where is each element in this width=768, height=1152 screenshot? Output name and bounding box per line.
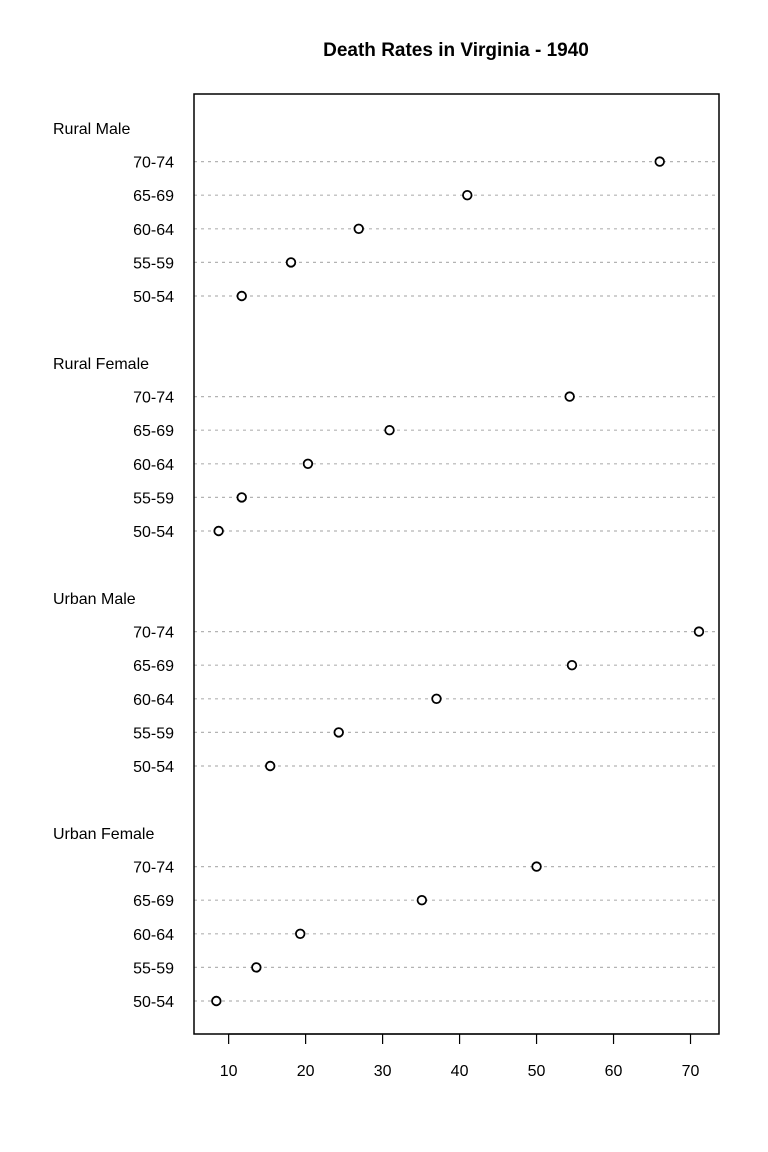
data-point xyxy=(432,695,441,704)
data-point xyxy=(237,292,246,301)
data-point xyxy=(212,997,221,1006)
category-label: 70-74 xyxy=(133,389,174,407)
category-label: 50-54 xyxy=(133,289,174,306)
data-point xyxy=(532,862,541,871)
category-label: 55-59 xyxy=(133,490,174,508)
group-label: Rural Female xyxy=(53,356,150,373)
data-point xyxy=(463,191,472,200)
category-label: 50-54 xyxy=(133,524,174,541)
group-label: Rural Male xyxy=(53,121,131,138)
category-label: 55-59 xyxy=(133,255,174,273)
data-point xyxy=(418,896,427,905)
data-point xyxy=(252,963,261,972)
category-label: 65-69 xyxy=(133,893,174,911)
category-label: 65-69 xyxy=(133,423,174,441)
data-point xyxy=(296,930,305,939)
category-label: 60-64 xyxy=(133,221,174,239)
x-axis xyxy=(220,1034,700,1080)
data-point xyxy=(304,460,313,469)
category-label: 60-64 xyxy=(133,691,174,709)
category-label: 65-69 xyxy=(133,658,174,676)
x-tick-label: 50 xyxy=(527,1063,546,1080)
data-point xyxy=(354,225,363,234)
data-point xyxy=(214,527,223,536)
x-tick-label: 70 xyxy=(681,1063,700,1080)
category-label: 55-59 xyxy=(133,725,174,743)
data-point xyxy=(385,426,394,435)
category-label: 60-64 xyxy=(133,456,174,474)
grid-lines xyxy=(194,162,719,1001)
category-label: 50-54 xyxy=(133,994,174,1011)
data-point xyxy=(266,762,275,771)
category-label: 60-64 xyxy=(133,926,174,944)
group-label: Urban Male xyxy=(53,591,136,608)
category-label: 65-69 xyxy=(133,188,174,206)
data-point xyxy=(287,258,296,267)
data-points xyxy=(212,157,703,1005)
data-point xyxy=(334,728,343,737)
category-label: 70-74 xyxy=(133,624,174,642)
x-tick-label: 20 xyxy=(296,1063,315,1080)
data-point xyxy=(655,157,664,166)
x-tick-label: 10 xyxy=(219,1063,238,1080)
data-point xyxy=(565,392,574,401)
group-label: Urban Female xyxy=(53,826,155,843)
x-tick-label: 60 xyxy=(604,1063,623,1080)
chart-title: Death Rates in Virginia - 1940 xyxy=(323,40,589,61)
data-point xyxy=(695,627,704,636)
category-label: 55-59 xyxy=(133,960,174,978)
row-labels xyxy=(53,121,174,1011)
category-label: 70-74 xyxy=(133,154,174,172)
data-point xyxy=(237,493,246,502)
data-point xyxy=(568,661,577,670)
plot-frame xyxy=(194,94,719,1034)
x-tick-label: 40 xyxy=(450,1063,469,1080)
category-label: 70-74 xyxy=(133,859,174,877)
x-tick-label: 30 xyxy=(373,1063,392,1080)
category-label: 50-54 xyxy=(133,759,174,776)
